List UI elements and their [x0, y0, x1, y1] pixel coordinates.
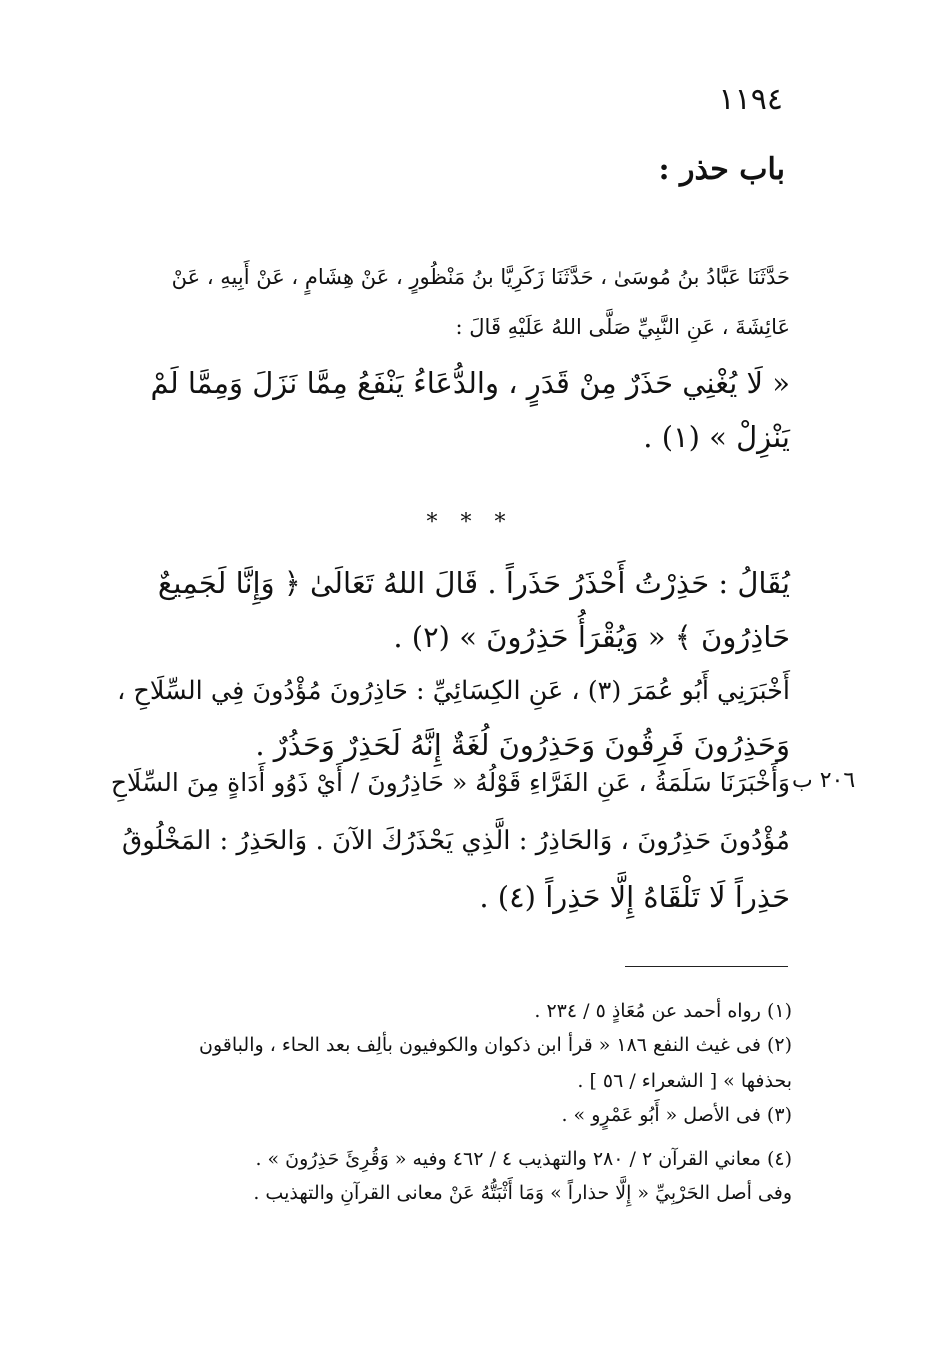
hadith-text-line: « لَا يُغْنِي حَذَرٌ مِنْ قَدَرٍ ، والدُّعَاءُ يَنْفَعُ مِمَّا نَزَلَ وَمِمَّا لَمْ	[150, 366, 790, 400]
chapter-title: باب حذر :	[658, 152, 785, 187]
footnote: (٢) فى غيث النفع ١٨٦ « قرأ ابن ذكوان والكوفيون بألِف بعد الحاء ، والباقون	[199, 1034, 792, 1056]
isnad-line: حَدَّثَنَا عَبَّادُ بنُ مُوسَىٰ ، حَدَّثَنَا زَكَرِيَّا بنُ مَنْظُورٍ ، عَنْ هِشَامٍ ، عَنْ أَبِيهِ ، عَنْ	[171, 265, 790, 289]
paragraph-line: مُؤْدُونَ حَذِرُونَ ، وَالحَاذِرُ : الَّذِي يَحْذَرُكَ الآنَ . وَالحَذِرُ : المَخْلُوقُ	[122, 826, 790, 856]
paragraph-line: حَذِراً لَا تَلْقَاهُ إِلَّا حَذِراً (٤) .	[479, 880, 790, 914]
paragraph-line: حَاذِرُونَ ﴾ « وَيُقْرَأُ حَذِرُونَ » (٢) .	[393, 620, 790, 654]
footnote: (٣) فى الأصل « أَبُو عَمْرٍو » .	[561, 1104, 792, 1126]
paragraph-line: وَحَذِرُونَ فَرِقُونَ وَحَذِرُونَ لُغَةٌ إِنَّهُ لَحَذِرٌ وَحَذُرٌ .	[255, 728, 790, 762]
section-separator: * * *	[426, 510, 514, 535]
footnote: (١) رواه أحمد عن مُعَاذٍ ٥ / ٢٣٤ .	[534, 1000, 792, 1022]
footnote-divider	[625, 966, 788, 967]
footnote: (٤) معاني القرآن ٢ / ٢٨٠ والتهذيب ٤ / ٤٦٢ وفيه « وَقُرِئَ حَذِرُونَ » .	[255, 1148, 792, 1170]
page-number: ١١٩٤	[718, 82, 783, 117]
paragraph-line: أَخْبَرَنِي أَبُو عُمَرَ (٣) ، عَنِ الكِسَائِيِّ : حَاذِرُونَ مُؤْدُونَ فِي السِّلَاحِ ،	[117, 676, 790, 706]
paragraph-line: يُقَالُ : حَذِرْتُ أَحْذَرُ حَذَراً . قَالَ اللهُ تَعَالَىٰ ﴿ وَإِنَّا لَجَمِيعٌ	[157, 566, 790, 600]
footnote-continuation: وفى أصل الحَرْبِيِّ « إِلَّا حذاراً » وَمَا أَثْبَتُّهُ عَنْ معانى القرآنِ والتهذيب .	[253, 1182, 792, 1204]
manuscript-folio-marker: ٢٠٦ ب	[792, 768, 856, 793]
footnote-continuation: بحذفها » [ الشعراء / ٥٦ ] .	[577, 1070, 792, 1092]
hadith-text-line: يَنْزِلْ » (١) .	[643, 420, 790, 454]
paragraph-line: وَأَخْبَرَنَا سَلَمَةُ ، عَنِ الفَرَّاءِ قَوْلُهُ « حَاذِرُونَ / أَيْ ذَوُو أَدَاةٍ مِنَ السِّلَاحِ	[110, 768, 790, 797]
isnad-line: عَائِشَةَ ، عَنِ النَّبِيِّ صَلَّى اللهُ عَلَيْهِ قَالَ :	[455, 315, 790, 339]
